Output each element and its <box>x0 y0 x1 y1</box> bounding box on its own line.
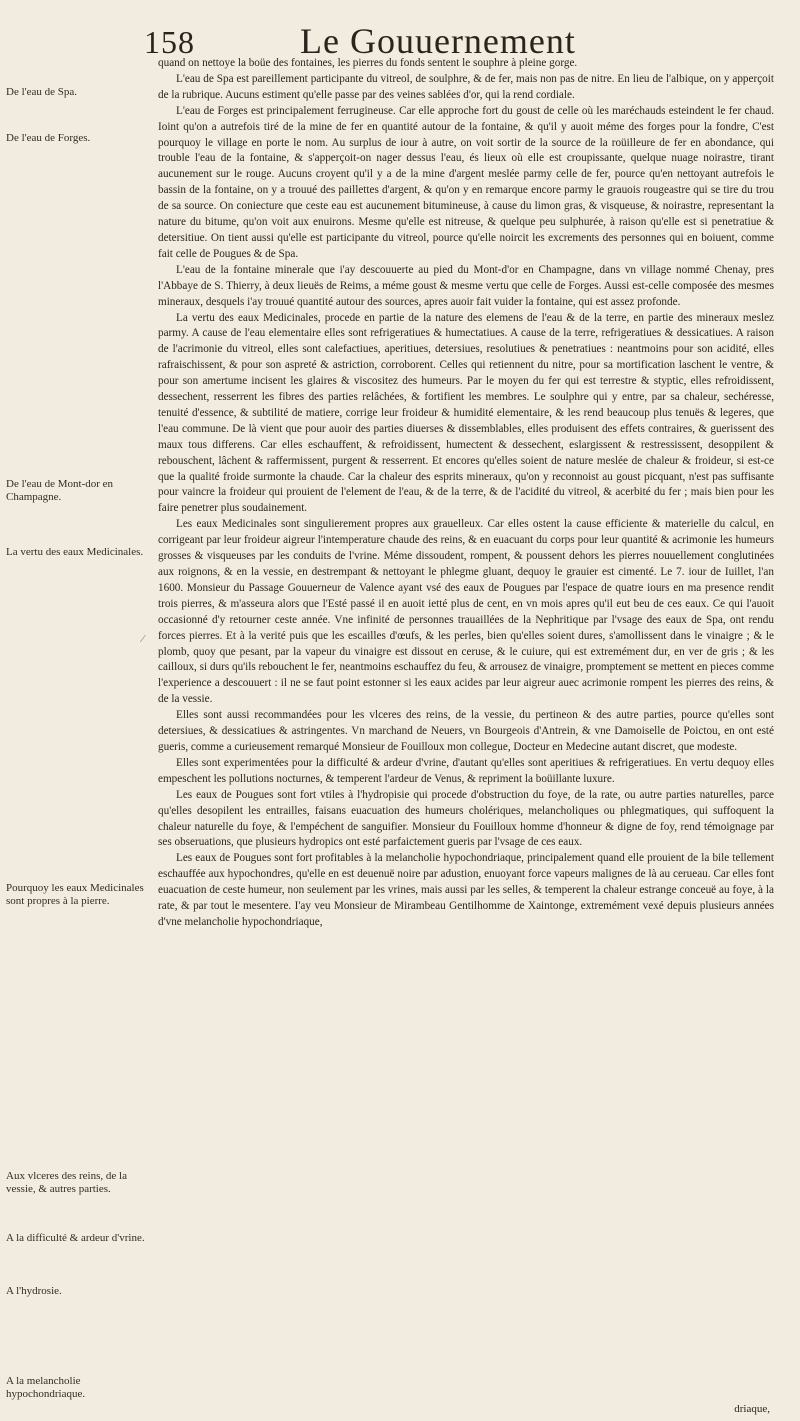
margin-note: La vertu des eaux Medicinales. <box>6 546 144 558</box>
margin-note: De l'eau de Mont-dor en Champagne. <box>6 478 114 503</box>
margin-mark: ⁄ <box>142 633 144 645</box>
margin-notes <box>0 0 158 1421</box>
paragraph-forges: L'eau de Forges est principalement ferrugineuse. Car elle approche fort du goust de celle où les maréchauds esteindent le fer chaud. Ioint qu'on a autrefois tiré de la mine de fer en quantité autour de la fontaine, & qu'il y auoit méme des forges pour la fondre, C'est pourquoy le village en porte le nom. Au surplus de iour à autre, on voit sortir de la source de la roüilleure de fer en abondance, qui trouble l'eau de la fontaine, & s'apperçoit-on nager dessus l'eau, és lieux où elle est croupissante, quelque nuage noirastre, tirant aucunement sur le rouge. Aucuns croyent qu'il y a de la mine d'argent meslée parmy celle de fer, pource qu'en nettoyant autrefois le bassin de la fontaine, on y a trouué des paillettes d'argent, & qu'on y en remarque encore parmy le grauois rougeastre qui se tire du trou de sa source. On coniecture que ceste eau est aucunement bitumineuse, à cause du limon gras, & visqueuse, & noirastre, representant la nature du bitume, qu'on voit aux enuirons. Mesme qu'elle est nitreuse, & quelque peu sulphurée, à raison qu'elle est si penetratiue & detersitiue. On tient aussi qu'elle est participante du vitreol, pource qu'elle noircit les excrements des personnes qui en boiuent, comme fait celle de Pougues & de Spa. <box>158 104 774 260</box>
paragraph-pierre: Les eaux Medicinales sont singulierement propres aux grauelleux. Car elles ostent la cause efficiente & materielle du calcul, en corrigeant par leur froideur aigreur l'intemperature chaude des reins, & en euacuant du corps pour leur quantité & acrimonie les humeurs grosses & visqueuses par les conduits de l'vrine. Méme dissoudent, rompent, & poussent dehors les pierres nouuellement conglutinées aux roignons, & en la vessie, en destrempant & nettoyant le phlegme gluant, dequoy le grauier est cimenté. Le 7. iour de Iuillet, l'an 1600. Monsieur du Passage Gouuerneur de Valence ayant vsé des eaux de Pougues par l'espace de quatre iours en ma presence rendit trois pierres, & m'asseura alors que l'Esté passé il en auoit ietté plus de cent, en vn mois apres qu'il eut beu de ces eaux. Ce qui l'auoit occasionné d'y retourner ceste année. Vne infinité de personnes trauaillées de la Nephritique par l'vsage des eaux de Spa, ont rendu forces pierres. Et à la verité puis que les escailles d'œufs, & les perles, bien qu'elles soient dures, s'amollissent dans le vinaigre ; & le plomb, quoy que pesant, par la vapeur du vinaigre est dissout en ceruse, & le cuiure, qui est extremément dur, en ver de gris ; & les cailloux, si durs qu'ils rebouchent le fer, neantmoins eschauffez du feu, & arrousez de vinaigre, promptement se mettent en pieces comme l'experience a descouuert : il ne se faut point estonner si les eaux acides par leur aigreur auec acrimonie rompent les pierres des reins, & de la vessie. <box>158 518 774 706</box>
margin-note: Pourquoy les eaux Medicinales sont propres à la pierre. <box>6 882 144 907</box>
margin-note: De l'eau de Spa. <box>6 86 78 98</box>
paragraph: quand on nettoye la boüe des fontaines, les pierres du fonds sentent le souphre à pleine gorge. <box>158 57 578 69</box>
page-number: 158 <box>144 24 195 60</box>
margin-note: De l'eau de Forges. <box>6 132 91 144</box>
margin-note: A la melancholie hypochondriaque. <box>6 1375 86 1400</box>
paragraph-vrine: Elles sont experimentées pour la difficulté & ardeur d'vrine, d'autant qu'elles sont aperitiues & refrigeratiues. En vertu dequoy elles empeschent les pollutions nocturnes, & temperent l'ardeur de Venus, & repriment la boüillante luxure. <box>158 756 774 785</box>
running-title: Le Gouuernement <box>300 21 576 61</box>
paragraph-hydrosie: Les eaux de Pougues sont fort vtiles à l'hydropisie qui procede d'obstruction du foye, de la rate, ou autre parties naturelles, parce qu'elles desopilent les entrailles, faisans euacuation des humeurs cholériques, melancholiques ou phlegmatiques, qui suffoquent la chaleur naturelle du foye, & l'empéchent de sanguifier. Monsieur du Fouilloux homme d'honneur & digne de foy, rend témoignage par ses obseruations, que plusieurs hydropics ont esté parfaictement gueris par l'vsage de ces eaux. <box>158 788 774 849</box>
paragraph-vlceres: Elles sont aussi recommandées pour les vlceres des reins, de la vessie, du pertineon & des autre parties, pource qu'elles sont detersiues, & dessicatiues & astringentes. Vn marchand de Neuers, vn Bourgeois d'Antrein, & vne Damoiselle de Poictou, en ont esté gueris, comme a curieusement remarqué Monsieur de Fouilloux mon collegue, Docteur en Medecine autant discret, que modeste. <box>158 709 774 753</box>
paragraph-melancholie: Les eaux de Pougues sont fort profitables à la melancholie hypochondriaque, principalement quand elle prouient de la bile tellement eschauffée aux hypochondres, qu'elle en est deuenuë noire par adustion, enuoyant force vapeurs malignes de là au cerueau. Car elles font euacuation de ceste humeur, non seulement par les vrines, mais aussi par les selles, & temperent la chaleur estrange conceuë au foye, à la rate, & par tout le mesentere. I'ay veu Monsieur de Mirambeau Gentilhomme de Xaintonge, extremément vexé depuis plusieurs années d'vne melancholie hypochondriaque, <box>158 852 774 928</box>
margin-note: Aux vlceres des reins, de la vessie, & autres parties. <box>6 1170 127 1195</box>
margin-note: A l'hydrosie. <box>6 1285 62 1297</box>
paragraph-spa: L'eau de Spa est pareillement participante du vitreol, de soulphre, & de fer, mais non pas de nitre. En lieu de l'albique, on y apperçoit de la rubrique. Aucuns estiment qu'elle passe par des veines sablées d'or, qui la rend cordiale. <box>158 72 774 101</box>
margin-note: A la difficulté & ardeur d'vrine. <box>6 1232 145 1244</box>
paragraph-mont-dor: L'eau de la fontaine minerale que i'ay descouuerte au pied du Mont-d'or en Champagne, dans vn village nommé Chenay, pres l'Abbaye de S. Thierry, à deux lieuës de Reims, a méme goust & mesme vertu que celle de Forges. Aussi est-celle composée des mesmes mineraux, desquels i'ay trouué quantité autour des sources, apres auoir fait vuider la fontaine, qui est assez profonde. <box>158 263 774 308</box>
catchword: driaque, <box>734 1403 770 1415</box>
paragraph-vertu: La vertu des eaux Medicinales, procede en partie de la nature des elemens de l'eau & de la terre, en partie des mineraux meslez parmy. A cause de l'eau elementaire elles sont refrigeratiues & humectatiues. A cause de la terre, refrigeratiues & dessicatiues. A raison de l'acrimonie du vitreol, elles sont calefactiues, aperitiues, detersiues, resolutiues & penetratiues : neantmoins pour son acidité, elles rafraischissent, & pour son aspreté & astriction, corroborent. Celles qui retiennent du nitre, pour sa mortification laschent le ventre, & pour son amertume incisent les glaires & viscositez des humeurs. Par le moyen du fer qui est terrestre & styptic, elles refroidissent, dessechent, resserrent les fibres des parties relâchées, & fortifient les membres. Le soulphre qui y entre, par sa chaleur, sechéresse, tenuité d'essence, & subtilité de matiere, corrige leur froideur & humidité elementaire, & les rend beaucoup plus tenuës & legeres, que l'eau commune. De là vient que pour auoir des parties diuerses & dissemblables, elles produisent des effets contraires, & guerissent des maux tous differens. Car elles eschauffent, & refroidissent, humectent & dessechent, eslargissent & restressissent, desoppilent & rebouschent, lâchent & raffermissent, purgent & resserrent. Et encores qu'elles soient de nature meslée de chaleur & froideur, si est-ce que la qualité froide surmonte la chaude. Car la chaleur des esprits mineraux, qu'on y reconnoist au goust picquant, n'est pas suffisante pour vaincre la froideur qui prouient de l'element de l'eau, & de la terre, & de l'acidité du vitreol, & acerbité du fer ; mais bien pour les faire penetrer plus soudainement. <box>158 311 774 515</box>
body-text <box>158 56 774 931</box>
